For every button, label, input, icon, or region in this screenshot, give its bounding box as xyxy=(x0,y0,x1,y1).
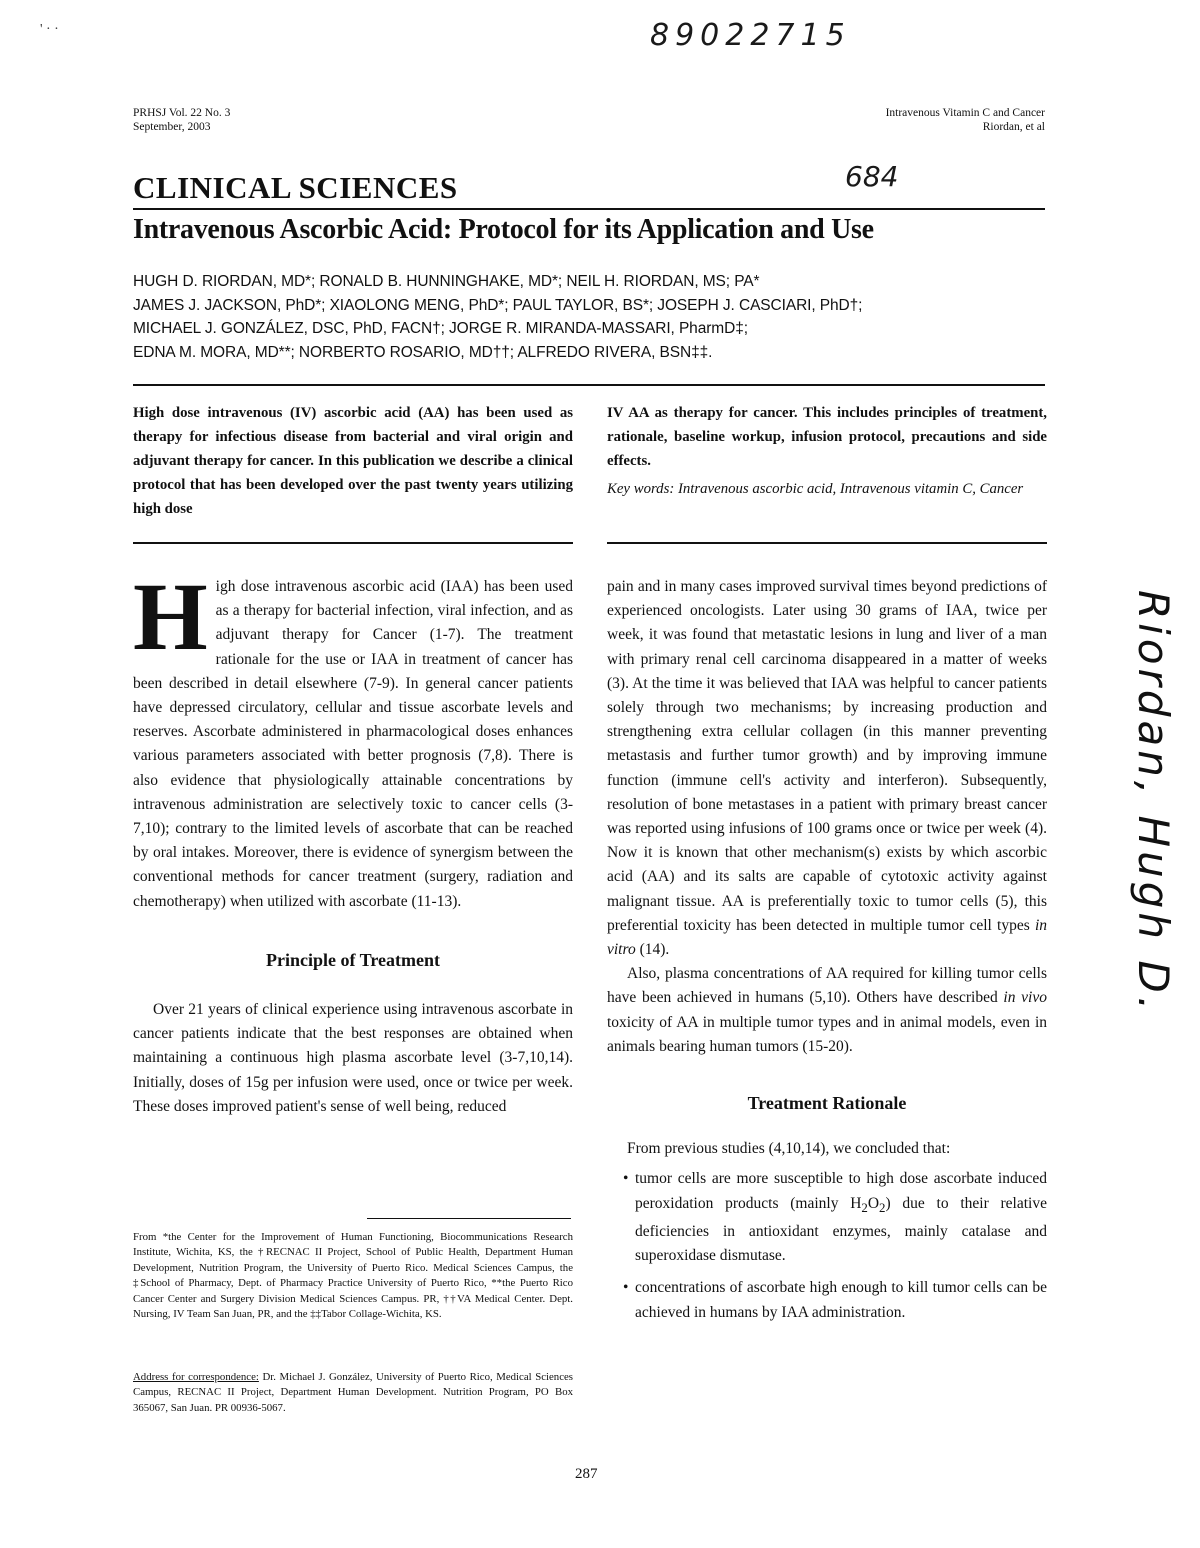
section-title: CLINICAL SCIENCES xyxy=(133,170,1045,210)
footnote-affiliations: From *the Center for the Improvement of Human Functioning, Biocommunications Research Institute, Wichita, KS, the †RECNAC II Project, School of Public Health, Department Human Development, Nutrition Program, the University of Puerto Rico. Medical Sciences Campus, the ‡School of Pharmacy, Dept. of Pharmacy Practice University of Puerto Rico, **the Puerto Rico Cancer Center and Surgery Division Medical Sciences Campus. PR, ††VA Medical Center. Dept. Nursing, IV Team San Juan, PR, and the ‡‡Tabor Collage-Wichita, KS. xyxy=(133,1231,573,1321)
body-column-right xyxy=(607,575,1047,1333)
intro-paragraph xyxy=(133,563,573,914)
handwritten-side-note: Riordan, Hugh D. xyxy=(1129,590,1178,1015)
drop-cap: H xyxy=(133,563,208,670)
abstract-divider-right xyxy=(607,542,1047,544)
handwritten-document-number: 89022715 xyxy=(650,18,851,53)
running-title: Intravenous Vitamin C and Cancer xyxy=(885,107,1045,119)
running-header-right xyxy=(886,106,1045,134)
correspondence-label: Address for correspondence: xyxy=(133,1371,259,1383)
body-column-left xyxy=(133,563,573,1119)
abstract-left: High dose intravenous (IV) ascorbic acid (AA) has been used as therapy for infectious disease from bacterial and viral origin and adjuvant therapy for cancer. In this publication we describe a clinical protocol that has been developed over the past twenty years utilizing high dose xyxy=(133,405,573,517)
heading-principle-of-treatment: Principle of Treatment xyxy=(266,949,440,970)
journal-date: September, 2003 xyxy=(133,121,211,133)
keywords: Key words: Intravenous ascorbic acid, Intravenous vitamin C, Cancer xyxy=(607,481,1024,497)
article-title: Intravenous Ascorbic Acid: Protocol for its Application and Use xyxy=(133,214,874,245)
author-list xyxy=(133,270,1048,364)
author-line: MICHAEL J. GONZÁLEZ, DSC, PhD, FACN†; JORGE R. MIRANDA-MASSARI, PharmD‡; xyxy=(133,320,748,337)
journal-issue: PRHSJ Vol. 22 No. 3 xyxy=(133,107,231,119)
list-item: • tumor cells are more susceptible to high dose ascorbate induced peroxidation products (mainly $H_2O_2$) due to their relative deficiencies in antioxidant enzymes, mainly catalase and superoxidase dismutase. xyxy=(635,1167,1047,1268)
mechanism-paragraph: pain and in many cases improved survival times beyond predictions of experienced oncologists. Later using 30 grams of IAA, twice per week, it was found that metastatic lesions in lung and liver of a man with primary renal cell carcinoma disappeared in a matter of weeks (3). At the time it was believed that IAA was helpful to cancer patients solely through two mechanisms; by increasing production and strengthening extra cellular collagen (in this manner preventing metastasis and further tumor growth) and by improving immune function (immune cell's activity and interferon). Subsequently, resolution of bone metastases in a patient with primary breast cancer was reported using infusions of 100 grams once or twice per week (4). Now it is known that other mechanism(s) exists by which ascorbic acid (AA) and its salts are capable of cytotoxic activity against malignant tissue. AA is preferentially toxic to tumor cells (5), this preferential toxicity has been detected in multiple tumor cell types in vitro (14). xyxy=(607,578,1048,959)
plasma-paragraph: Also, plasma concentrations of AA required for killing tumor cells have been achieved in humans (5,10). Others have described in vivo toxicity of AA in multiple tumor types and in animal models, even in animals bearing human tumors (15-20). xyxy=(607,965,1047,1055)
page-number: 287 xyxy=(575,1466,598,1482)
running-author: Riordan, et al xyxy=(982,121,1045,133)
principle-paragraph: Over 21 years of clinical experience using intravenous ascorbate in cancer patients indicate that the best responses are obtained when maintaining a continuous high plasma ascorbate level (3-7,10,14). Initially, doses of 15g per infusion were used, once or twice per week. These doses improved patient's sense of well being, reduced xyxy=(133,1001,573,1115)
list-item: • concentrations of ascorbate high enough to kill tumor cells can be achieved in humans by IAA administration. xyxy=(635,1276,1047,1324)
rationale-intro: From previous studies (4,10,14), we concluded that: xyxy=(627,1140,951,1158)
rationale-list xyxy=(607,1167,1047,1324)
handwritten-page-mark: 684 xyxy=(845,160,899,193)
abstract-continuation: IV AA as therapy for cancer. This includes principles of treatment, rationale, baseline workup, infusion protocol, precautions and side effects. xyxy=(607,405,1047,469)
author-line: JAMES J. JACKSON, PhD*; XIAOLONG MENG, PhD*; PAUL TAYLOR, BS*; JOSEPH J. CASCIARI, PhD†; xyxy=(133,296,863,314)
corner-marks: ' · · xyxy=(40,22,59,37)
author-line: EDNA M. MORA, MD**; NORBERTO ROSARIO, MD††; ALFREDO RIVERA, BSN‡‡. xyxy=(133,343,713,361)
footnote-divider xyxy=(367,1218,571,1219)
heading-treatment-rationale: Treatment Rationale xyxy=(747,1093,907,1114)
authors-divider xyxy=(133,384,1045,386)
abstract-divider-left xyxy=(133,542,573,544)
running-header-left xyxy=(133,106,230,134)
footnote-correspondence: Address for correspondence: Dr. Michael J. González, University of Puerto Rico, Medical Sciences Campus, RECNAC II Project, Department Human Development. Nutrition Program, PO Box 365067, San Juan. PR 00936-5067. xyxy=(133,1371,573,1414)
intro-text: igh dose intravenous ascorbic acid (IAA) has been used as a therapy for bacterial infection, viral infection, and as adjuvant therapy for Cancer (1-7). The treatment rationale for the use or IAA in treatment of cancer has been described in detail elsewhere (7-9). In general cancer patients have depressed circulatory, cellular and tissue ascorbate levels and reserves. Ascorbate administered in pharmacological doses enhances various parameters associated with better prognosis (7,8). There is also evidence that physiologically attainable concentrations by intravenous administration are selectively toxic to cancer cells (3-7,10); contrary to the limited levels of ascorbate that can be reached by oral intakes. Moreover, there is evidence of synergism between the conventional methods for cancer treatment (surgery, radiation and chemotherapy) when utilized with ascorbate (11-13). xyxy=(133,578,573,910)
author-line: HUGH D. RIORDAN, MD*; RONALD B. HUNNINGHAKE, MD*; NEIL H. RIORDAN, MS; PA* xyxy=(133,273,760,290)
abstract-right xyxy=(607,401,1047,501)
